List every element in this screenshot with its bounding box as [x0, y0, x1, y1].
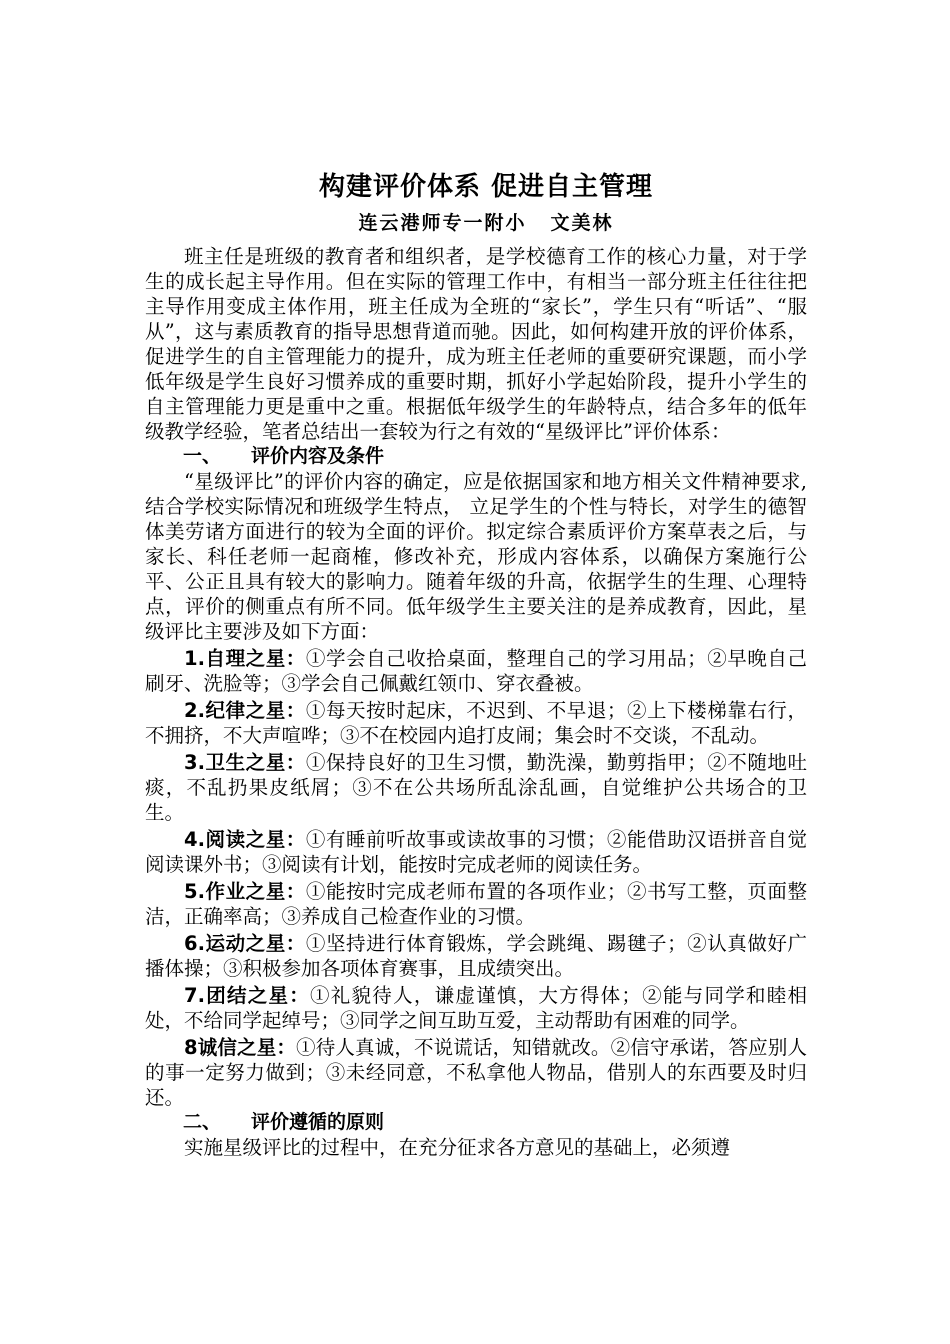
intro-paragraph: 班主任是班级的教育者和组织者，是学校德育工作的核心力量，对于学生的成长起主导作用。但在实际的管理工作中，有相当一部分班主任往往把主导作用变成主体作用，班主任成为全班的“家长”，学生只有“听话”、“服从”，这与素质教育的指导思想背道而驰。因此，如何构建开放的评价体系，促进学生的自主管理能力的提升，成为班主任老师的重要研究课题，而小学低年级是学生良好习惯养成的重要时期，抓好小学起始阶段，提升小学生的自主管理能力更是重中之重。根据低年级学生的年龄特点，结合多年的低年级教学经验，笔者总结出一套较为行之有效的“星级评比”评价体系：: [145, 245, 807, 443]
section-title: 评价遵循的原则: [251, 1111, 385, 1133]
section-heading-1: [145, 444, 807, 469]
byline-author: 文美林: [550, 212, 614, 234]
section-2-paragraph: 实施星级评比的过程中，在充分征求各方意见的基础上，必须遵: [184, 1136, 731, 1159]
star-label: 7.团结之星：: [184, 984, 311, 1007]
star-item-1: [145, 646, 807, 696]
document-page: [145, 168, 807, 1160]
star-text: ①礼貌待人，谦虚谨慎，大方得体；②能与同学和睦相处，不给同学起绰号；③同学之间互助互爱，主动帮助有困难的同学。: [145, 984, 807, 1032]
star-label: 4.阅读之星：: [184, 828, 306, 851]
star-label: 2.纪律之星：: [184, 699, 306, 722]
section-1-paragraph: “星级评比”的评价内容的确定，应是依据国家和地方相关文件精神要求,结合学校实际情况和班级学生特点， 立足学生的个性与特长，对学生的德智体美劳诸方面进行的较为全面的评价。拟定综合素质评价方案草表之后，与家长、科任老师一起商榷，修改补充，形成内容体系，以确保方案施行公平、公正且具有较大的影响力。随着年级的升高，依据学生的生理、心理特点，评价的侧重点有所不同。低年级学生主要关注的是养成教育，因此，星级评比主要涉及如下方面：: [145, 470, 807, 643]
star-text: ①待人真诚，不说谎话，知错就改。②信守承诺，答应别人的事一定努力做到；③未经同意，不私拿他人物品，借别人的东西要及时归还。: [145, 1036, 807, 1109]
section-number: 二、: [183, 1111, 222, 1133]
star-label: 5.作业之星：: [184, 880, 306, 903]
star-label: 8诚信之星：: [184, 1036, 297, 1059]
star-text: ①每天按时起床，不迟到、不早退；②上下楼梯靠右行，不拥挤，不大声喧哗；③不在校园内追打皮闹；集会时不交谈，不乱动。: [145, 699, 807, 747]
star-text: ①有睡前听故事或读故事的习惯；②能借助汉语拼音自觉阅读课外书；③阅读有计划，能按时完成老师的阅读任务。: [145, 828, 807, 876]
star-item-5: [145, 879, 807, 929]
star-item-7: [145, 983, 807, 1033]
byline: [165, 208, 807, 238]
byline-school: 连云港师专一附小: [358, 212, 527, 234]
star-text: ①能按时完成老师布置的各项作业；②书写工整，页面整洁，正确率高；③养成自己检查作业的习惯。: [145, 880, 807, 928]
star-item-2: [145, 698, 807, 748]
star-item-8: [145, 1035, 807, 1110]
star-label: 6.运动之星：: [184, 932, 306, 955]
star-text: ①保持良好的卫生习惯，勤洗澡，勤剪指甲；②不随地吐痰，不乱扔果皮纸屑；③不在公共场所乱涂乱画，自觉维护公共场合的卫生。: [145, 751, 807, 824]
star-text: ①坚持进行体育锻炼，学会跳绳、踢毽子；②认真做好广播体操；③积极参加各项体育赛事，且成绩突出。: [145, 932, 807, 980]
section-number: 一、: [183, 445, 222, 467]
document-title: 构建评价体系 促进自主管理: [318, 172, 654, 202]
star-item-3: [145, 750, 807, 825]
section-title: 评价内容及条件: [251, 445, 385, 467]
star-label: 3.卫生之星：: [184, 751, 306, 774]
section-heading-2: [145, 1110, 807, 1135]
star-item-6: [145, 931, 807, 981]
star-text: ①学会自己收拾桌面，整理自己的学习用品；②早晚自己刷牙、洗脸等；③学会自己佩戴红领巾、穿衣叠被。: [145, 647, 807, 695]
star-item-4: [145, 827, 807, 877]
star-label: 1.自理之星：: [184, 647, 306, 670]
